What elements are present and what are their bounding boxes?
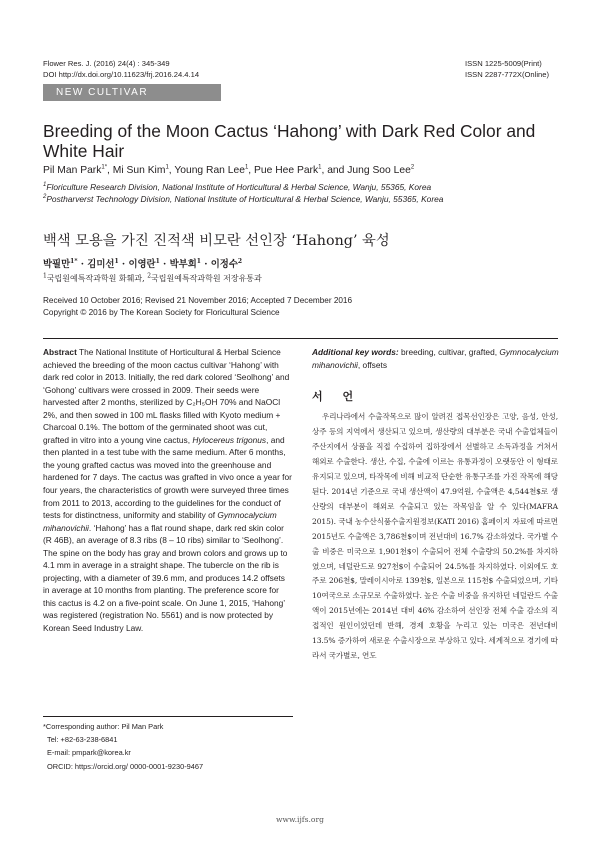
introduction-body	[312, 410, 558, 664]
author: Pil Man Park	[43, 165, 102, 176]
issn-online: ISSN 2287-772X(Online)	[465, 69, 549, 79]
korean-title: 백색 모용을 가진 진적색 비모란 선인장 ‘Hahong’ 육성	[43, 233, 390, 249]
section-banner: NEW CULTIVAR INTRODUCTION	[43, 84, 221, 101]
author: Pue Hee Park	[254, 165, 319, 176]
affiliation-1: $^1$Floriculture Research Division, National Institute of Horticultural & Herbal Science, Wanju, 55365, Korea	[43, 182, 432, 192]
author: Jung Soo Lee	[347, 165, 411, 176]
paper-title: Breeding of the Moon Cactus ‘Hahong’ with Dark Red Color and White Hair	[43, 121, 536, 161]
journal-citation	[43, 59, 199, 80]
issn-block	[465, 59, 549, 80]
corresponding-author: *Corresponding author: Pil Man Park	[43, 722, 164, 731]
korean-affiliations: $^1$국립원예특작과학원 화훼과, $^2$국립원예특작과학원 저장유통과	[43, 272, 262, 283]
orcid-link[interactable]: ORCID: https://orcid.org/ 0000-0001-9230-9467	[47, 761, 204, 771]
keywords-label: Additional key words:	[312, 347, 399, 357]
telephone: Tel: +82-63-238-6841	[47, 735, 118, 745]
author-list: Pil Man Park$^{1*}$, Mi Sun Kim$^1$, Young Ran Lee$^1$, Pue Hee Park$^1$, and Jung Soo Lee$^2$	[43, 164, 415, 176]
footer-website[interactable]: www.ijfs.org	[276, 815, 324, 824]
author: Young Ran Lee	[174, 165, 245, 176]
copyright-line: Copyright © 2016 by The Korean Society for Floricultural Science	[43, 308, 280, 317]
footnote-divider	[43, 716, 293, 717]
article-history: Received 10 October 2016; Revised 21 November 2016; Accepted 7 December 2016	[43, 296, 353, 305]
doi-link[interactable]: DOI http://dx.doi.org/10.11623/frj.2016.24.4.14	[43, 69, 200, 79]
abstract: Abstract The National Institute of Horticultural & Herbal Science achieved the breeding of the moon cactus cultivar ‘Hahong’ with dark red color in 2013. Initially, the red dark colored ‘Seolhong’ and ‘Gohong’ cultivars were crossed in 2009. Their seeds were harvested after 2 months, sterilized by C₂H₅OH 70% and NaOCl 2%, and then sowed in 100 mL flasks filled with Kyoto medium + Charcoal 0.1%. The bottom of the germinated shoot was cut, grafted in vitro into a young vine cactus, Hylocereus trigonus, and then planted in a test tube with the same medium. After 6 months, the young grafted cactus was moved into the greenhouse and hardened for 7 days. The cactus was grafted in vivo once a year for four years, the characteristics of growth were surveyed three times from 2011 to 2013, according to the guidelines for the conduct of tests for distinctness, uniformity and stability of Gymnocalycium mihanovichii. ‘Hahong’ has a flat round shape, dark red skin color (R 46B), an average of 8.3 ribs (8 – 10 ribs) similar to ‘Seolhong’. The spine on the body has gray and brown colors and grows up to 4.1 mm in average in a straight shape. The tubercle on the rib is projecting, with a diameter of 39.6 mm, and produces 14.2 offsets in average at 10 months from planting. The preference score for this cactus is 4.2 on a five-point scale. On June 1, 2015, ‘Hahong’ was registered (registration No. 5561) and is now protected by Korean Seed Industry Law.	[43, 347, 292, 634]
introduction-paragraph: 우리나라에서 수출작목으로 많이 알려진 접목선인장은 고양, 음성, 안성, 상주 등의 지역에서 생산되고 있으며, 생산량의 대부분은 국내 수출업체들이 주산지에서 상품을 직접 수집하여 집하장에서 선별하고 소독과정을 거쳐서 해외로 수출한다. 생산, 수집, 수출에 이르는 유통과정이 오랫동안 이 형태로 유지되고 있으며, 타작목에 비해 비교적 단순한 유통구조를 가진 작목에 해당된다. 2014년 기준으로 국내 생산액이 47.9억원, 수출액은 4,544천$로 생산량의 대부분이 해외로 수출되고 있는 작목임을 알 수 있다(MAFRA 2015). 국내 농수산식품수출지원정보(KATI 2016) 홈페이지 자료에 따르면 2015년도 수출액은 3,786천$이며 전년대비 16.7% 감소하였다. 국가별 수출 비중은 미국으로 1,901천$이 수출되어 전체 수출량의 50.2%를 차지하였으며, 네덜란드로 927천$이 수출되어 24.5%를 차지하였다. 이외에도 호주로 206천$, 말레이시아로 139천$, 일본으로 115천$ 수출되었으며, 기타 10여국으로 소규모로 수출하였다. 높은 수출 비중을 유지하던 네덜란드 수출액이 2015년에는 2014년 대비 46% 감소하여 선인장 전체 수출 감소의 직접적인 원인이었던데 반해, 경제 호황을 누리고 있는 미국은 전년대비 13.5% 증가하여 새로운 수출시장으로 부상하고 있다. 세계적으로 경기에 따라서 국가별로, 연도	[312, 412, 558, 661]
correspondence-block	[43, 720, 203, 773]
issn-print: ISSN 1225-5009(Print)	[465, 59, 542, 68]
journal-line: Flower Res. J. (2016) 24(4) : 345-349	[43, 59, 170, 68]
email-link[interactable]: E-mail: pmpark@korea.kr	[47, 748, 131, 758]
divider	[43, 338, 558, 339]
article-dates	[43, 295, 352, 319]
author: Mi Sun Kim	[112, 165, 166, 176]
introduction-heading: 서 언	[312, 390, 362, 403]
korean-author-list: 박필만$^{1*}$ · 김미선$^1$ · 이영란$^1$ · 박부희$^1$ · 이정수$^2$	[43, 257, 243, 270]
keywords: Additional key words: breeding, cultivar, grafted, Gymnocalycium mihanovichii, offsets	[312, 347, 559, 370]
affiliation-2: $^2$Postharverst Technology Division, National Institute of Horticultural & Herbal Science, Wanju, 55365, Korea	[43, 194, 444, 204]
abstract-label: Abstract	[43, 347, 77, 357]
